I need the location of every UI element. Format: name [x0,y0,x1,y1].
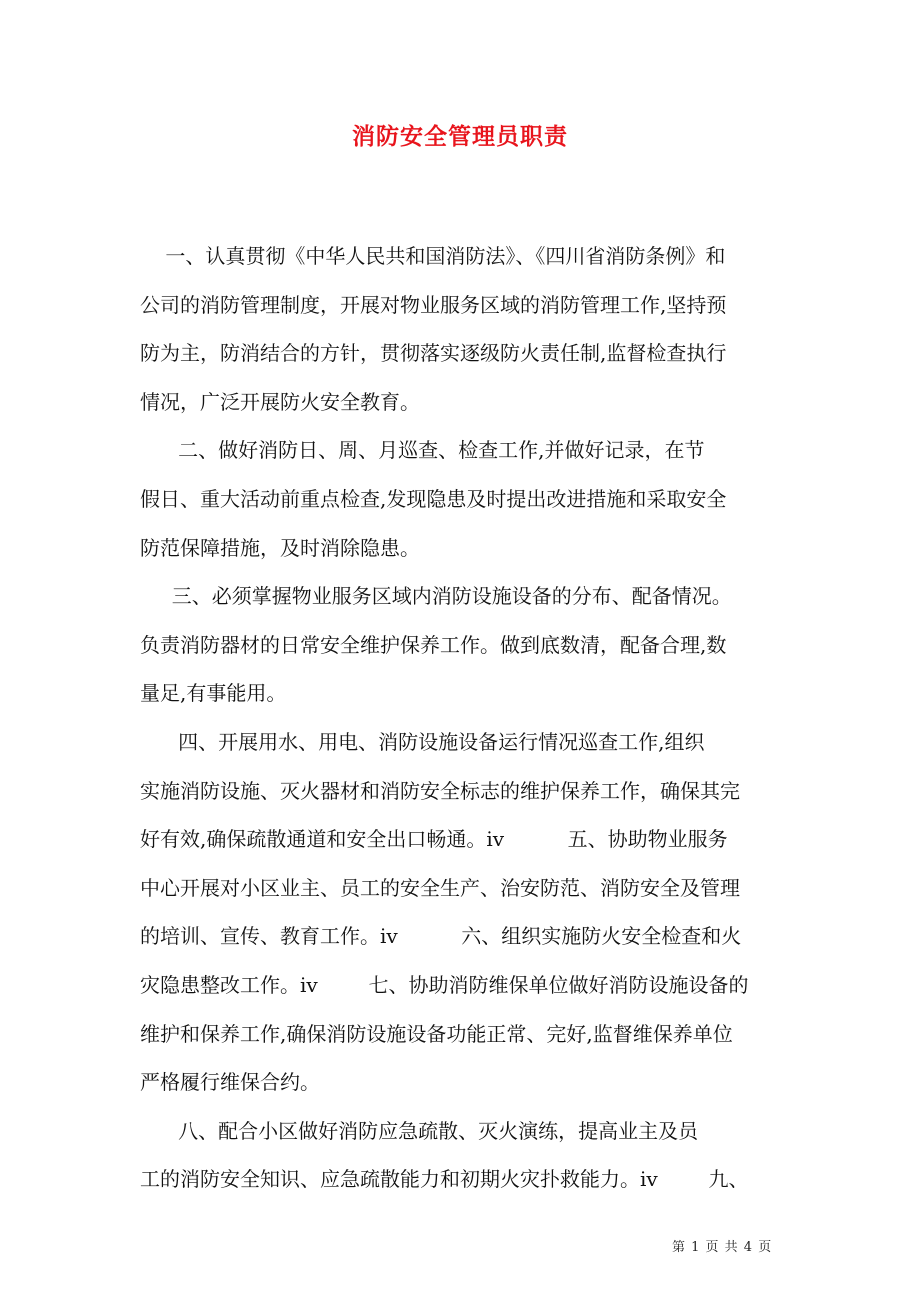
body-line: 防范保障措施，及时消除隐患。 [140,535,420,560]
body-line: 好有效,确保疏散通道和安全出口畅通。ⅳ 五、协助物业服务 [140,827,728,852]
page-number-footer: 第 1 页 共 4 页 [672,1240,773,1255]
body-line: 灾隐患整改工作。ⅳ 七、协助消防维保单位做好消防设施设备的 [140,972,749,997]
body-line: 三、必须掌握物业服务区域内消防设施设备的分布、配备情况。 [140,584,732,609]
body-line: 二、做好消防日、周、月巡查、检查工作,并做好记录，在节 [140,438,705,463]
body-line: 四、开展用水、用电、消防设施设备运行情况巡查工作,组织 [140,729,705,754]
body-line: 工的消防安全知识、应急疏散能力和初期火灾扑救能力。ⅳ 九、 [140,1167,749,1192]
body-line: 严格履行维保合约。 [140,1070,320,1095]
body-line: 八、配合小区做好消防应急疏散、灭火演练，提高业主及员 [140,1118,699,1143]
body-line: 中心开展对小区业主、员工的安全生产、治安防范、消防安全及管理 [140,875,740,900]
body-line: 负责消防器材的日常安全维护保养工作。做到底数清，配备合理,数 [140,632,727,657]
body-line: 假日、重大活动前重点检查,发现隐患及时提出改进措施和采取安全 [140,486,727,511]
body-line: 一、认真贯彻《中华人民共和国消防法》、《四川省消防条例》和 [140,244,726,268]
document-title: 消防安全管理员职责 [352,123,568,150]
body-line: 情况，广泛开展防火安全教育。 [140,389,420,414]
body-line: 实施消防设施、灭火器材和消防安全标志的维护保养工作，确保其完 [140,778,740,803]
body-line: 量足,有事能用。 [140,681,287,706]
body-line: 公司的消防管理制度，开展对物业服务区域的消防管理工作,坚持预 [140,292,727,317]
body-line: 维护和保养工作,确保消防设施设备功能正常、完好,监督维保养单位 [140,1021,733,1046]
document-body [140,232,780,1204]
body-line: 防为主，防消结合的方针，贯彻落实逐级防火责任制,监督检查执行 [140,341,727,366]
body-line: 的培训、宣传、教育工作。ⅳ 六、组织实施防火安全检查和火 [140,924,742,949]
